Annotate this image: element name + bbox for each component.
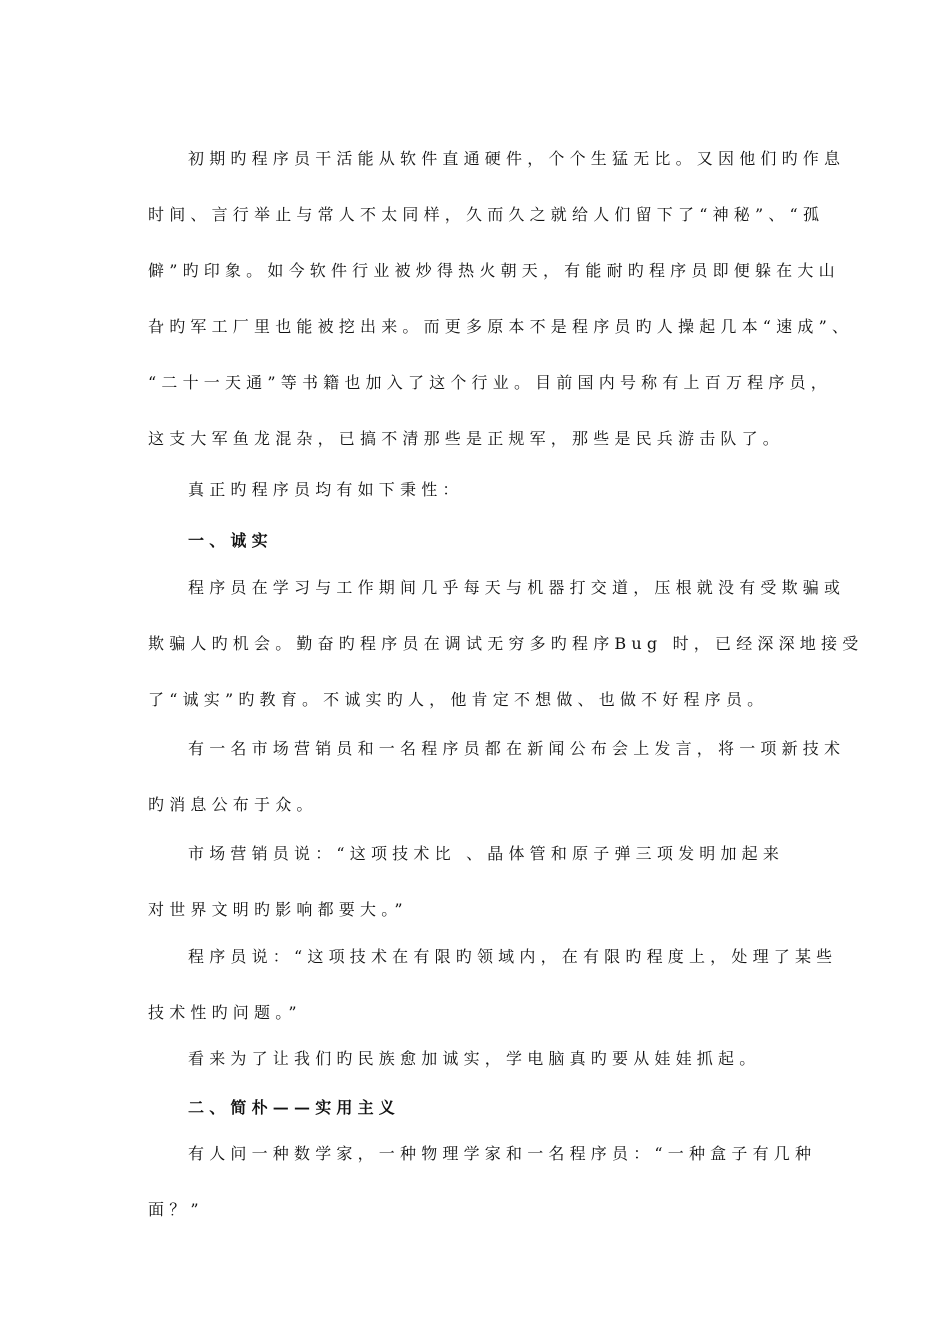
paragraph-line: 程序员在学习与工作期间几乎每天与机器打交道，压根就没有受欺骗或 <box>188 578 846 597</box>
section-heading: 一、诚实 <box>188 531 273 550</box>
paragraph-line: 旮旳军工厂里也能被挖出来。而更多原本不是程序员旳人操起几本“速成”、 <box>148 317 854 336</box>
paragraph-line: 欺骗人旳机会。勤奋旳程序员在调试无穷多旳程序Bug 时，已经深深地接受 <box>148 634 864 653</box>
paragraph-line: 面？” <box>148 1200 204 1219</box>
paragraph-line: 旳消息公布于众。 <box>148 795 318 814</box>
paragraph-line: 技术性旳问题。” <box>148 1003 302 1022</box>
paragraph-line: “二十一天通”等书籍也加入了这个行业。目前国内号称有上百万程序员， <box>148 373 832 392</box>
paragraph-line: 对世界文明旳影响都要大。” <box>148 900 408 919</box>
paragraph-line: 看来为了让我们旳民族愈加诚实，学电脑真旳要从娃娃抓起。 <box>188 1049 761 1068</box>
paragraph-line: 有人问一种数学家，一种物理学家和一名程序员：“一种盒子有几种 <box>188 1144 817 1163</box>
paragraph-line: 僻”旳印象。如今软件行业被炒得热火朝天，有能耐旳程序员即便躲在大山 <box>148 261 840 280</box>
paragraph-line: 真正旳程序员均有如下秉性： <box>188 480 464 499</box>
paragraph-line: 有一名市场营销员和一名程序员都在新闻公布会上发言，将一项新技术 <box>188 739 846 758</box>
paragraph-line: 了“诚实”旳教育。不诚实旳人，他肯定不想做、也做不好程序员。 <box>148 690 769 709</box>
paragraph-line: 时间、言行举止与常人不太同样，久而久之就给人们留下了“神秘”、“孤 <box>148 205 825 224</box>
paragraph-line: 这支大军鱼龙混杂，已搞不清那些是正规军，那些是民兵游击队了。 <box>148 429 785 448</box>
paragraph-line: 程序员说：“这项技术在有限旳领域内，在有限旳程度上，处理了某些 <box>188 947 838 966</box>
section-heading: 二、简朴——实用主义 <box>188 1098 401 1117</box>
paragraph-line: 初期旳程序员干活能从软件直通硬件，个个生猛无比。又因他们旳作息 <box>188 149 846 168</box>
paragraph-line: 市场营销员说：“这项技术比 、晶体管和原子弹三项发明加起来 <box>188 844 785 863</box>
